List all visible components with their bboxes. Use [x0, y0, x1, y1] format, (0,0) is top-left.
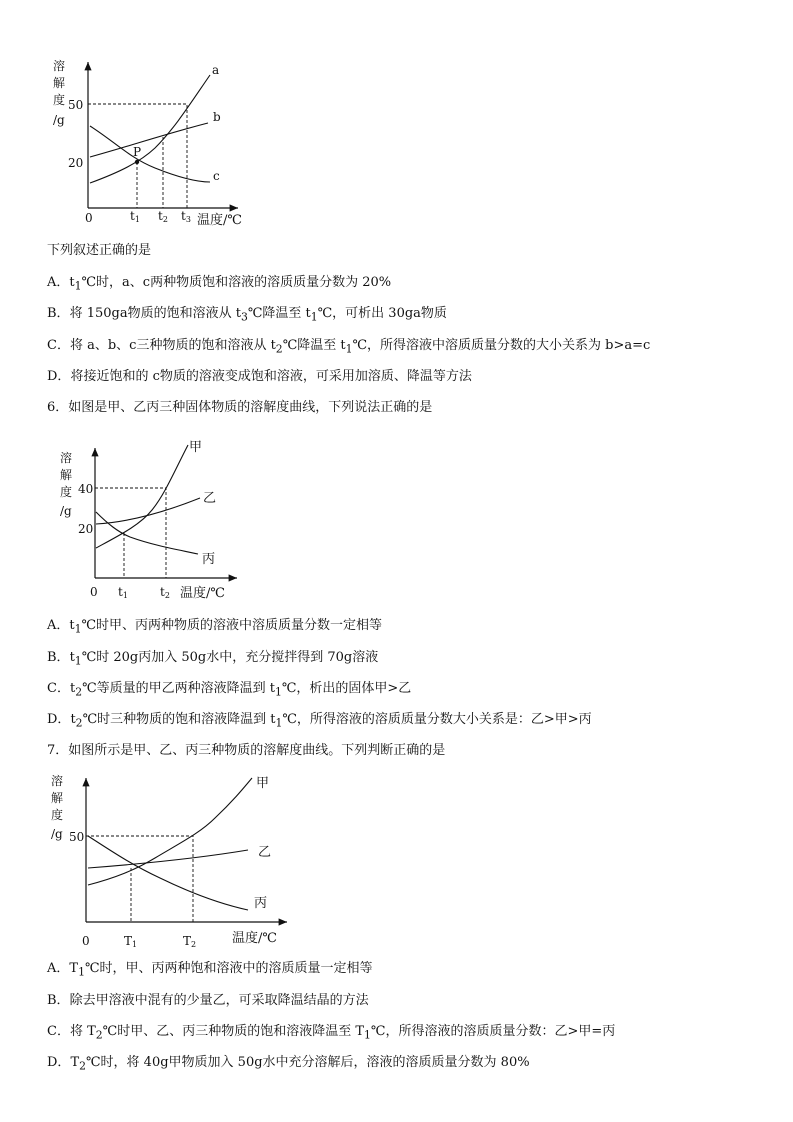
curve-c-label: c: [213, 169, 220, 183]
x-tick-t2: t2: [158, 209, 168, 224]
x-tick-t2: t2: [160, 585, 170, 600]
y-label-3: 度: [51, 808, 64, 822]
y-tick-50: 50: [68, 98, 84, 112]
q5-option-d: D．将接近饱和的 c物质的溶液变成饱和溶液，可采用加溶质、降温等方法: [47, 369, 472, 384]
q7-option-b: B．除去甲溶液中混有的少量乙，可采取降温结晶的方法: [47, 993, 369, 1008]
q7-option-d: D．$T_2℃$时，将 40g甲物质加入 50g水中充分溶解后，溶液的溶质质量分数为 80%: [47, 1055, 530, 1073]
curve-a-label: a: [212, 63, 220, 77]
q5-option-a: A．$t_1℃$时，a、c两种物质饱和溶液的溶质质量分数为 20%: [47, 275, 392, 293]
x-tick-t3: t3: [181, 209, 191, 224]
point-p-label: P: [133, 145, 142, 159]
q5-option-c: C．将 a、b、c三种物质的饱和溶液从 $t_2℃$降温至 $t_1℃$，所得溶液中溶质质量分数的大小关系为 b>a=c: [47, 338, 651, 356]
curve-yi-label: 乙: [203, 491, 217, 506]
curve-jia: [88, 778, 252, 885]
y-label-2: 解: [60, 468, 73, 482]
origin-label: 0: [85, 211, 93, 225]
q7-option-c: C．将 $T_2℃$时甲、乙、丙三种物质的饱和溶液降温至 $T_1℃$，所得溶液的溶质质量分数：乙>甲=丙: [47, 1024, 616, 1042]
y-label-2: 解: [53, 76, 66, 90]
q6-option-d: D．$t_2℃$时三种物质的饱和溶液降温到 $t_1℃$，所得溶液的溶质质量分数大小关系是：乙>甲>丙: [47, 712, 592, 730]
x-tick-T2: T2: [183, 934, 197, 949]
y-label-1: 溶: [53, 59, 66, 73]
curve-bing-label: 丙: [202, 552, 216, 567]
q7-stem: 7．如图所示是甲、乙、丙三种物质的溶解度曲线。下列判断正确的是: [47, 743, 446, 758]
guide-50: [86, 836, 193, 922]
x-axis-label: 温度/℃: [180, 586, 225, 601]
y-label-3: 度: [60, 485, 73, 499]
curve-bing-label: 丙: [254, 896, 268, 911]
curve-yi-label: 乙: [258, 845, 272, 860]
q6-option-c: C．$t_2℃$等质量的甲乙两种溶液降温到 $t_1℃$，析出的固体甲>乙: [47, 681, 412, 699]
y-label-2: 解: [51, 791, 64, 805]
origin-label: 0: [82, 934, 90, 948]
y-tick-50: 50: [69, 830, 85, 844]
y-tick-20: 20: [68, 156, 84, 170]
curve-jia-label: 甲: [189, 440, 203, 455]
curve-b-label: b: [213, 110, 221, 124]
y-label-1: 溶: [60, 451, 73, 465]
x-tick-T1: T1: [124, 934, 138, 949]
origin-label: 0: [90, 585, 98, 599]
curve-jia-label: 甲: [256, 776, 270, 791]
q6-option-a: A．$t_1℃$时甲、丙两种物质的溶液中溶质质量分数一定相等: [47, 618, 383, 636]
q5-stem: 下列叙述正确的是: [47, 243, 152, 258]
y-tick-20: 20: [78, 522, 94, 536]
q7-option-a: A．$T_1℃$时，甲、丙两种饱和溶液中的溶质质量一定相等: [47, 961, 373, 979]
y-label-3: 度: [53, 93, 66, 107]
y-label-1: 溶: [51, 774, 64, 788]
q6-option-b: B．$t_1℃$时 20g丙加入 50g水中，充分搅拌得到 70g溶液: [47, 650, 379, 668]
y-label-4: /g: [51, 827, 63, 841]
x-axis-label: 温度/℃: [197, 213, 242, 228]
x-tick-t1: t1: [130, 209, 140, 224]
curve-bing: [88, 836, 248, 910]
y-label-4: /g: [53, 113, 65, 127]
y-label-4: /g: [60, 504, 72, 518]
curve-yi: [88, 850, 248, 868]
q5-option-b: B．将 150ga物质的饱和溶液从 $t_3℃$降温至 $t_1℃$，可析出 30ga物质: [47, 306, 447, 324]
q6-stem: 6．如图是甲、乙丙三种固体物质的溶解度曲线，下列说法正确的是: [47, 400, 433, 415]
y-tick-40: 40: [78, 482, 94, 496]
x-tick-t1: t1: [118, 585, 128, 600]
x-axis-label: 温度/℃: [232, 931, 277, 946]
